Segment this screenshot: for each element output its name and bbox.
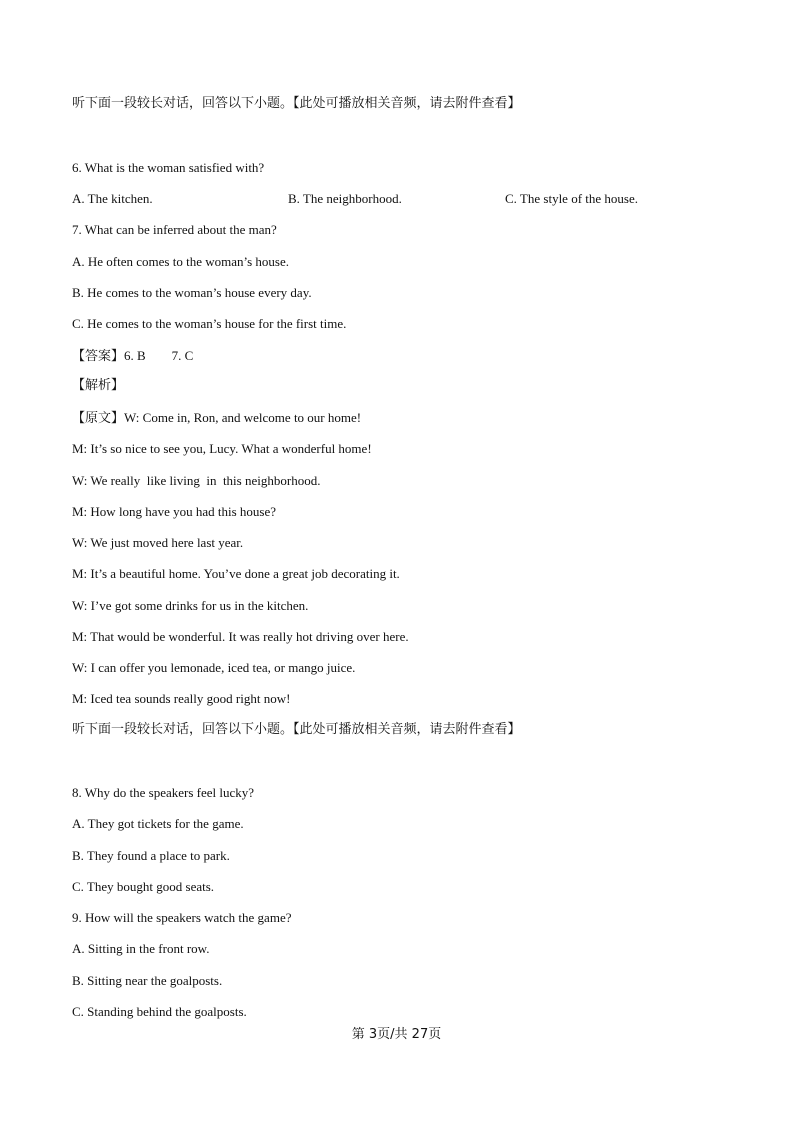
section2-instruction: 听下面一段较长对话，回答以下小题。【此处可播放相关音频，请去附件查看】	[72, 722, 521, 737]
q8-stem: 8. Why do the speakers feel lucky?	[72, 785, 255, 800]
q9-option-b: B. Sitting near the goalposts.	[72, 973, 223, 988]
transcript-line: W: I can offer you lemonade, iced tea, or mango juice.	[72, 660, 356, 675]
q6-options	[72, 190, 753, 208]
q6-option-b: B. The neighborhood.	[288, 191, 402, 206]
q9-option-c: C. Standing behind the goalposts.	[72, 1004, 247, 1019]
q6-option-c: C. The style of the house.	[505, 191, 638, 206]
q8-option-a: A. They got tickets for the game.	[72, 816, 244, 831]
analysis-label: 【解析】	[72, 378, 125, 393]
page-footer: 第 3页/共 27页	[351, 1027, 442, 1042]
transcript-line: W: We really like living in this neighborhood.	[72, 473, 321, 488]
answer-label: 【答案】	[72, 349, 125, 364]
q8-option-c: C. They bought good seats.	[72, 879, 215, 894]
q9-stem: 9. How will the speakers watch the game?	[72, 910, 292, 925]
q7-option-a: A. He often comes to the woman’s house.	[72, 254, 289, 269]
transcript-line	[72, 409, 753, 428]
section1-instruction: 听下面一段较长对话，回答以下小题。【此处可播放相关音频，请去附件查看】	[72, 96, 521, 111]
transcript-line: M: It’s so nice to see you, Lucy. What a wonderful home!	[72, 441, 372, 456]
answer-text: 6. B 7. C	[124, 348, 194, 363]
transcript-line: M: It’s a beautiful home. You’ve done a great job decorating it.	[72, 566, 400, 581]
transcript-line: M: How long have you had this house?	[72, 504, 277, 519]
q8-option-b: B. They found a place to park.	[72, 848, 230, 863]
q9-option-a: A. Sitting in the front row.	[72, 941, 210, 956]
transcript-line: W: I’ve got some drinks for us in the kitchen.	[72, 598, 309, 613]
q6-stem: 6. What is the woman satisfied with?	[72, 160, 265, 175]
q6-option-a: A. The kitchen.	[72, 191, 153, 206]
q7-option-b: B. He comes to the woman’s house every day.	[72, 285, 312, 300]
transcript-line: M: Iced tea sounds really good right now!	[72, 691, 291, 706]
answer-line	[72, 347, 753, 366]
original-label: 【原文】	[72, 411, 125, 426]
q7-stem: 7. What can be inferred about the man?	[72, 222, 277, 237]
transcript-line: M: That would be wonderful. It was really hot driving over here.	[72, 629, 409, 644]
transcript-text: W: Come in, Ron, and welcome to our home!	[124, 410, 362, 425]
q7-option-c: C. He comes to the woman’s house for the first time.	[72, 316, 347, 331]
transcript-line: W: We just moved here last year.	[72, 535, 244, 550]
